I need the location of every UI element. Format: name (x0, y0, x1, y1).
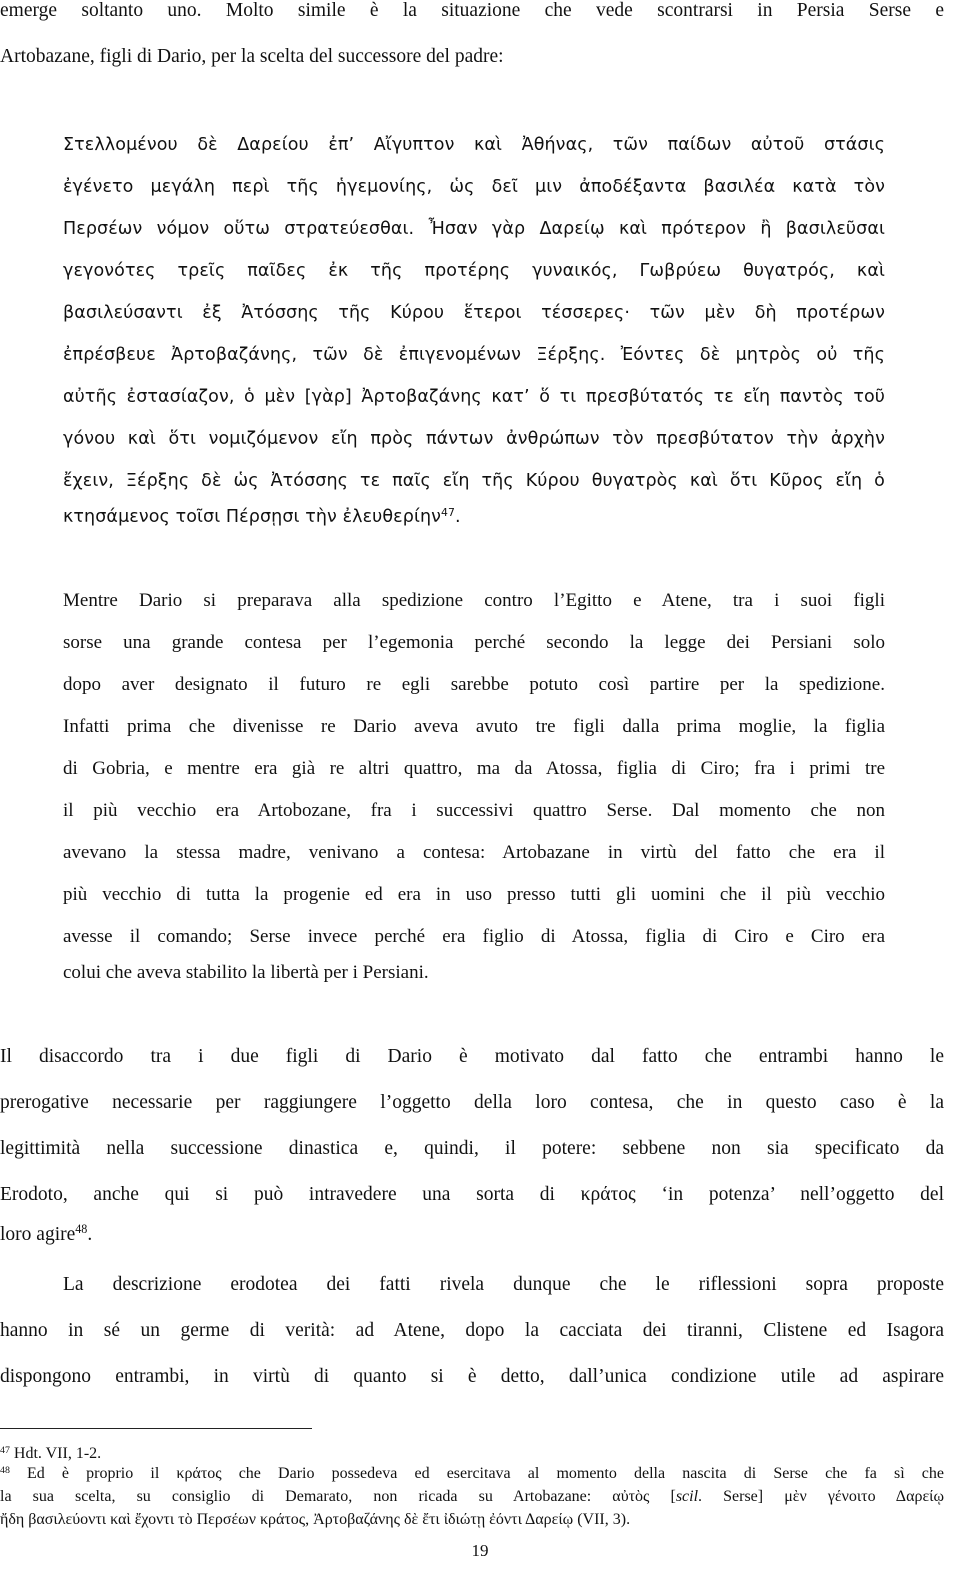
greek-line-2: ἐγένετο μεγάλη περὶ τῆς ἡγεμονίης, ὡς δεῖ μιν ἀποδέξαντα βασιλέα κατὰ τὸν (63, 177, 885, 197)
footnote-48-scil: scil (675, 1488, 699, 1505)
footnote-ref-47[interactable]: 47 (441, 506, 456, 520)
paragraph-1-line-3: legittimità nella successione dinastica e, quindi, il potere: sebbene non sia specificato da (0, 1138, 944, 1159)
footnote-47 (0, 1444, 101, 1466)
intro-line-1: emerge soltanto uno. Molto simile è la situazione che vede scontrarsi in Persia Serse e (0, 0, 944, 21)
translation-line-6: il più vecchio era Artobozane, fra i successivi quattro Serse. Dal momento che non (63, 800, 885, 821)
translation-line-2: sorse una grande contesa per l’egemonia perché secondo la legge dei Persiani solo (63, 632, 885, 653)
footnote-48-line-1-text: Ed è proprio il κράτος che Dario possedeva ed esercitava al momento della nascita di Serse che fa sì che (9, 1465, 944, 1482)
footnote-48-line-3: ἤδη βασιλεύοντι καὶ ἔχοντι τὸ Περσέων κράτος, Ἀρτοβαζάνης δὲ ἔτι ἰδιώτῃ ἐόντι Δαρείῳ (VII, 3). (0, 1511, 631, 1528)
translation-line-9: avesse il comando; Serse invece perché era figlio di Atossa, figlia di Ciro e Ciro era (63, 926, 885, 947)
greek-line-10-text: κτησάμενος τοῖσι Πέρσῃσι τὴν ἐλευθερίην (63, 507, 442, 527)
paragraph-1-line-5-text: loro agire (0, 1224, 76, 1245)
footnote-48-line-2-a: la sua scelta, su consiglio di Demarato, non ricada su Artobazane: αὐτὸς [ (0, 1488, 676, 1505)
greek-line-1: Στελλομένου δὲ Δαρείου ἐπ’ Αἴγυπτον καὶ Ἀθήνας, τῶν παίδων αὐτοῦ στάσις (63, 135, 885, 155)
translation-line-10: colui che aveva stabilito la libertà per i Persiani. (63, 962, 429, 983)
paragraph-1-line-1: Il disaccordo tra i due figli di Dario è motivato dal fatto che entrambi hanno le (0, 1046, 944, 1067)
paragraph-1-line-5-end: . (87, 1224, 93, 1245)
greek-line-8: γόνου καὶ ὅτι νομιζόμενον εἴη πρὸς πάντων ἀνθρώπων τὸν πρεσβύτατον τὴν ἀρχὴν (63, 429, 885, 449)
greek-line-6: ἐπρέσβευε Ἀρτοβαζάνης, τῶν δὲ ἐπιγενομένων Ξέρξης. Ἐόντες δὲ μητρὸς οὐ τῆς (63, 345, 885, 365)
paragraph-1-line-5 (0, 1220, 92, 1251)
paragraph-2-line-2: hanno in sé un germe di verità: ad Atene, dopo la cacciata dei tiranni, Clistene ed Isagora (0, 1320, 944, 1341)
greek-line-5: βασιλεύσαντι ἐξ Ἀτόσσης τῆς Κύρου ἕτεροι τέσσερες· τῶν μὲν δὴ προτέρων (63, 303, 885, 323)
paragraph-1-line-2: prerogative necessarie per raggiungere l’oggetto della loro contesa, che in questo caso è la (0, 1092, 944, 1113)
greek-line-4: γεγονότες τρεῖς παῖδες ἐκ τῆς προτέρης γυναικός, Γωβρύεω θυγατρός, καὶ (63, 261, 885, 281)
translation-line-5: di Gobria, e mentre era già re altri quattro, ma da Atossa, figlia di Ciro; fra i primi tre (63, 758, 885, 779)
greek-line-10 (63, 502, 461, 534)
translation-line-7: avevano la stessa madre, venivano a contesa: Artobazane in virtù del fatto che era il (63, 842, 885, 863)
footnote-48-line-1 (0, 1464, 944, 1484)
footnote-separator (0, 1428, 312, 1429)
footnote-48-number: 48 (0, 1464, 10, 1476)
translation-line-1: Mentre Dario si preparava alla spedizione contro l’Egitto e Atene, tra i suoi figli (63, 590, 885, 611)
translation-line-4: Infatti prima che divenisse re Dario aveva avuto tre figli dalla prima moglie, la figlia (63, 716, 885, 737)
paragraph-2-line-1: La descrizione erodotea dei fatti rivela dunque che le riflessioni sopra proposte (63, 1274, 944, 1295)
translation-line-3: dopo aver designato il futuro re egli sarebbe potuto così partire per la spedizione. (63, 674, 885, 695)
footnote-47-text: Hdt. VII, 1-2. (9, 1445, 102, 1462)
footnote-ref-48[interactable]: 48 (75, 1222, 88, 1237)
greek-line-7: αὐτῆς ἐστασίαζον, ὁ μὲν [γὰρ] Ἀρτοβαζάνης κατ’ ὅ τι πρεσβύτατός τε εἴη παντὸς τοῦ (63, 387, 885, 407)
translation-line-8: più vecchio di tutta la progenie ed era in uso presso tutti gli uomini che il più vecchio (63, 884, 885, 905)
footnote-47-number: 47 (0, 1444, 10, 1456)
intro-line-2: Artobazane, figli di Dario, per la scelta del successore del padre: (0, 46, 504, 67)
greek-line-3: Περσέων νόμον οὕτω στρατεύεσθαι. Ἦσαν γὰρ Δαρείῳ καὶ πρότερον ἢ βασιλεῦσαι (63, 219, 885, 239)
greek-line-10-end: . (455, 507, 461, 527)
page-number: 19 (471, 1541, 489, 1560)
paragraph-1-line-4: Erodoto, anche qui si può intravedere una sorta di κράτος ‘in potenza’ nell’oggetto del (0, 1184, 944, 1205)
footnote-48-line-2 (0, 1487, 944, 1507)
paragraph-2-line-3: dispongono entrambi, in virtù di quanto si è detto, dall’unica condizione utile ad aspirare (0, 1366, 944, 1387)
footnote-48-line-2-b: . Serse] μὲν γένοιτο Δαρείῳ (698, 1488, 944, 1505)
greek-line-9: ἔχειν, Ξέρξης δὲ ὡς Ἀτόσσης τε παῖς εἴη τῆς Κύρου θυγατρὸς καὶ ὅτι Κῦρος εἴη ὁ (63, 471, 885, 491)
